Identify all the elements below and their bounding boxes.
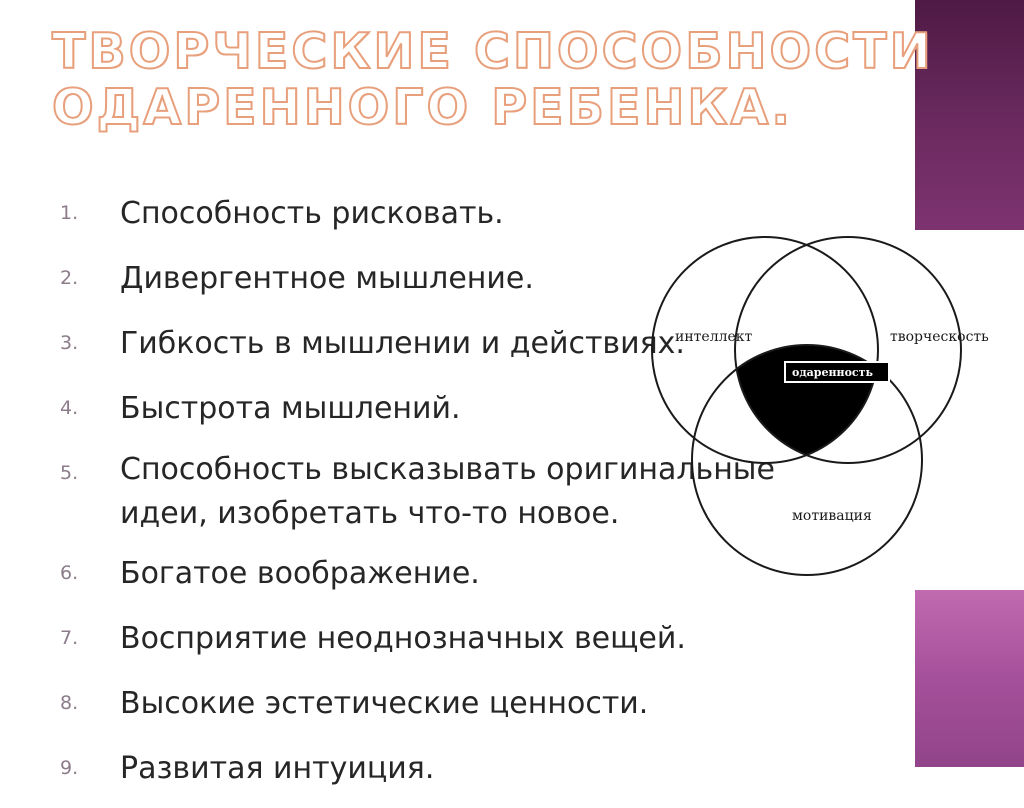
slide-title [52,24,934,136]
list-item-text: Быстрота мышлений. [120,391,461,426]
list-item-text: Дивергентное мышление. [120,261,534,296]
list-item [60,743,860,795]
giftedness-venn-diagram [655,233,989,585]
venn-label-giftedness: одаренность [792,366,873,379]
list-item-number: 6. [60,562,79,584]
list-item-number: 1. [60,202,79,224]
list-item-text: Способность рисковать. [120,196,504,231]
list-item [60,613,860,665]
list-item-number: 4. [60,397,79,419]
list-item-number: 2. [60,267,79,289]
venn-label-intellect: интеллект [675,329,753,345]
list-item-text: Развитая интуиция. [120,751,435,786]
list-item-number: 5. [60,462,79,484]
venn-label-motivation: мотивация [792,508,872,524]
venn-label-creativity: творческость [890,329,989,345]
list-item-text: Гибкость в мышлении и действиях. [120,326,685,361]
list-item-text: Богатое воображение. [120,556,480,591]
list-item-text: Способность высказывать оригинальные идеи, изобретать что-то новое. [120,452,775,531]
list-item-text: Восприятие неоднозначных вещей. [120,621,686,656]
title-line-2: ОДАРЕННОГО РЕБЕНКА. [52,79,794,136]
decor-stripe-bottom [915,590,1024,767]
list-item-number: 3. [60,332,79,354]
list-item-number: 7. [60,627,79,649]
list-item [60,678,860,730]
title-line-1: ТВОРЧЕСКИЕ СПОСОБНОСТИ [52,23,934,80]
list-item-number: 8. [60,692,79,714]
list-item-number: 9. [60,757,79,779]
list-item-text: Высокие эстетические ценности. [120,686,649,721]
